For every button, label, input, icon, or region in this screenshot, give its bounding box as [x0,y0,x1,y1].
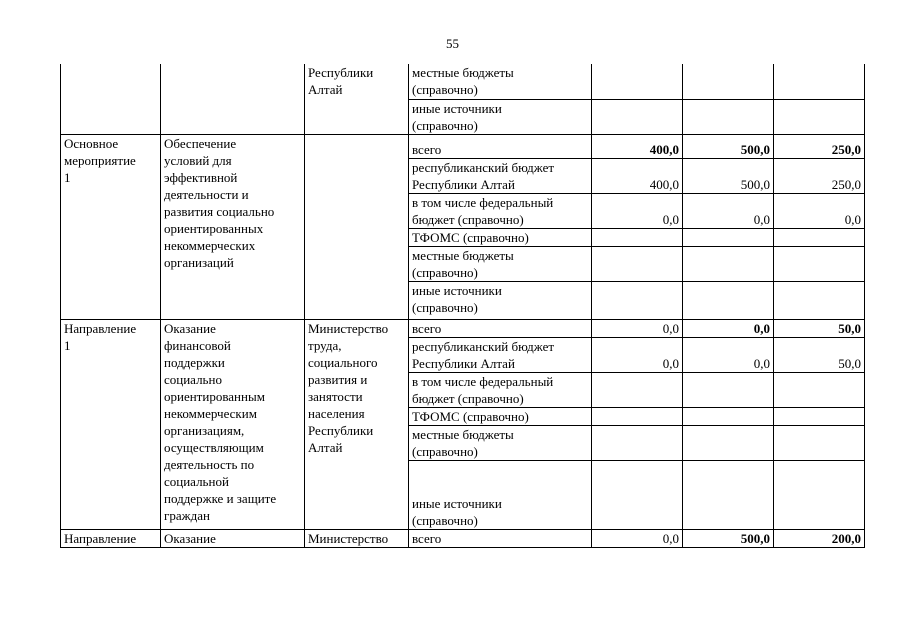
source-cell: республиканский бюджет Республики Алтай [409,337,592,372]
table-row [61,319,865,337]
item-title-cell: Обеспечение условий для эффективной деятельности и развития социально ориентированных некоммерческих организаций [161,134,305,319]
value-cell: 250,0 [774,134,865,158]
executor-cell: Министерство труда, социального развития и занятости населения Республики Алтай [305,319,409,529]
value-cell: 400,0 [592,134,683,158]
source-cell: ТФОМС (справочно) [409,228,592,246]
source-cell: республиканский бюджет Республики Алтай [409,158,592,193]
value-cell: 500,0 [683,529,774,547]
value-cell: 500,0 [683,158,774,193]
executor-cell: Республики Алтай [305,64,409,134]
value-cell: 0,0 [592,337,683,372]
value-cell: 0,0 [592,319,683,337]
executor-cell: Министерство [305,529,409,547]
source-cell: в том числе федеральный бюджет (справочно) [409,372,592,407]
value-cell: 0,0 [592,193,683,228]
source-cell: местные бюджеты (справочно) [409,425,592,460]
value-cell: 50,0 [774,319,865,337]
source-cell: всего [409,529,592,547]
source-cell: местные бюджеты (справочно) [409,246,592,281]
table-row [61,64,865,99]
value-cell: 0,0 [592,529,683,547]
value-cell: 200,0 [774,529,865,547]
value-cell: 500,0 [683,134,774,158]
source-cell: всего [409,319,592,337]
value-cell: 0,0 [683,193,774,228]
table-row [61,529,865,547]
source-cell: местные бюджеты (справочно) [409,64,592,99]
source-cell: в том числе федеральный бюджет (справочно) [409,193,592,228]
value-cell: 50,0 [774,337,865,372]
item-name-cell: Основное мероприятие 1 [61,134,161,319]
value-cell: 0,0 [683,337,774,372]
value-cell: 250,0 [774,158,865,193]
source-cell: ТФОМС (справочно) [409,407,592,425]
value-cell: 400,0 [592,158,683,193]
source-cell: иные источники (справочно) [409,281,592,319]
table-row [61,134,865,158]
item-name-cell: Направление [61,529,161,547]
item-title-cell: Оказание [161,529,305,547]
source-cell: иные источники (справочно) [409,99,592,134]
item-title-cell: Оказание финансовой поддержки социально ориентированным некоммерческим организациям, осуществляющим деятельность по социальной поддержке и защите граждан [161,319,305,529]
item-name-cell: Направление 1 [61,319,161,529]
value-cell: 0,0 [774,193,865,228]
page-number: 55 [446,36,459,51]
executor-cell [305,134,409,319]
source-cell: иные источники (справочно) [409,460,592,529]
source-cell: всего [409,134,592,158]
program-funding-table [60,64,865,548]
value-cell: 0,0 [683,319,774,337]
